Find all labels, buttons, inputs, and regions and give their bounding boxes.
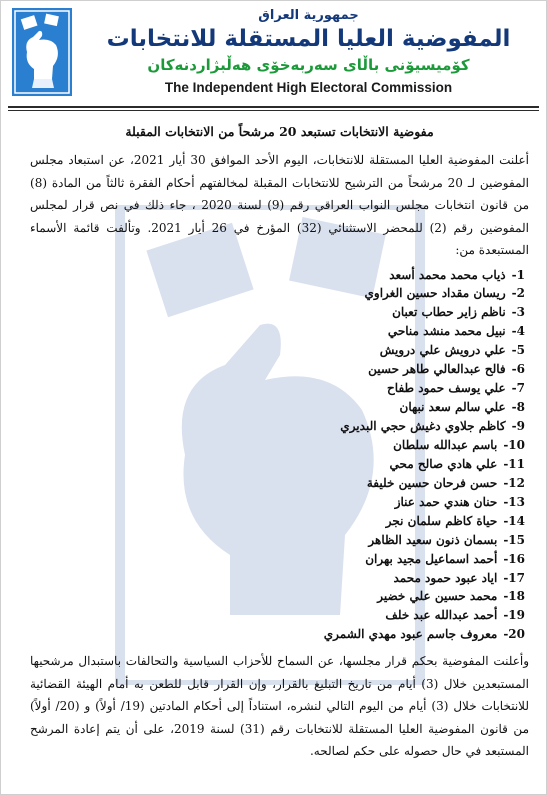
- candidate-number: 10-: [503, 437, 525, 452]
- candidate-list-item: [30, 455, 525, 474]
- candidate-list-item: [30, 493, 525, 512]
- candidate-number: 9-: [511, 419, 525, 433]
- article-intro-paragraph: أعلنت المفوضية العليا المستقلة للانتخابات، اليوم الأحد الموافق 30 أيار 2021، عن استبعاد مجلس المفوضين لـ 20 مرشحاً من الترشيح للانتخابات المقبلة لمخالفتهم أحكام الفقرة ثالثاً من المادة (8) من قانون انتخابات مجلس النواب العراقي رقم (9) لسنة 2020 ، جاء ذلك في نص قرار لمجلس المفوضين رقم (2) للمحضر الاستثنائي (32) المؤرخ في 26 أيار 2021. وتألفت قائمة الأسماء المستبعدة من:: [30, 153, 530, 257]
- candidate-number: 2-: [511, 286, 525, 301]
- candidate-list-item: [30, 550, 525, 569]
- candidate-name: نبيل محمد منشد مناحي: [387, 324, 506, 339]
- candidate-name: بسمان ذنون سعيد الظاهر: [368, 532, 498, 547]
- candidate-name: ريسان مقداد حسين الغراوي: [364, 286, 506, 301]
- ihec-logo-icon: [12, 8, 72, 96]
- candidate-list-item: [30, 303, 525, 322]
- candidate-list-item: [30, 266, 525, 285]
- article-title: مفوضية الانتخابات تستبعد 20 مرشحاً من الانتخابات المقبلة: [125, 124, 434, 139]
- candidate-name: اياد عبود حمود محمد: [393, 570, 498, 585]
- excluded-candidates-list: [30, 266, 529, 645]
- candidate-list-item: [30, 474, 525, 493]
- candidate-number: 17-: [503, 570, 525, 585]
- candidate-number: 13-: [503, 494, 525, 509]
- commission-name-arabic: المفوضية العليا المستقلة للانتخابات: [106, 26, 511, 52]
- candidate-list-item: [30, 322, 525, 341]
- candidate-list-item: [30, 587, 525, 606]
- candidate-list-item: [30, 360, 525, 379]
- candidate-list-item: [30, 531, 525, 550]
- candidate-name: علي هادي صالح محي: [389, 456, 498, 471]
- candidate-number: 16-: [503, 551, 525, 566]
- candidate-name: علي يوسف حمود طفاح: [387, 381, 506, 396]
- candidate-name: أحمد عبدالله عبد خلف: [385, 608, 498, 623]
- candidate-list-item: [30, 606, 525, 625]
- candidate-name: ذياب محمد محمد أسعد: [389, 267, 506, 282]
- article-body: [30, 124, 529, 763]
- candidate-name: ناظم زاير حطاب تعبان: [392, 305, 506, 320]
- candidate-list-item: [30, 341, 525, 360]
- candidate-list-item: [30, 398, 525, 417]
- candidate-number: 18-: [503, 589, 525, 604]
- candidate-number: 8-: [511, 400, 525, 415]
- candidate-name: باسم عبدالله سلطان: [393, 437, 498, 452]
- candidate-name: فالح عبدالعالي طاهر حسين: [368, 362, 506, 377]
- candidate-number: 19-: [503, 608, 525, 623]
- commission-name-kurdish: كۆمیسیۆنی باڵای سەربەخۆی هەڵبژاردنەكان: [147, 56, 470, 74]
- header-divider-thin: [8, 110, 539, 111]
- candidate-number: 4-: [511, 324, 525, 339]
- republic-of-iraq-text: جمهورية العراق: [258, 8, 359, 23]
- candidate-list-item: [30, 436, 525, 455]
- candidate-list-item: [30, 512, 525, 531]
- candidate-number: 14-: [503, 513, 525, 528]
- candidate-number: 15-: [503, 532, 525, 547]
- candidate-number: 3-: [511, 305, 525, 320]
- candidate-list-item: [30, 417, 525, 436]
- candidate-list-item: [30, 379, 525, 398]
- candidate-number: 20-: [503, 627, 525, 642]
- candidate-name: علي سالم سعد نبهان: [399, 400, 506, 415]
- candidate-name: علي درويش علي درويش: [379, 343, 506, 358]
- candidate-name: حسن فرحان حسين خليفة: [366, 475, 498, 490]
- article-outro-paragraph: وأعلنت المفوضية بحكم قرار مجلسها، عن السماح للأحزاب السياسية والتحالفات باستبدال مرشحيها المستبعدين خلال (3) أيام من تاريخ التبليغ بالقرار، وإن القرار قابل للطعن به أمام الهيئة القضائية للانتخابات خلال (3) أيام من اليوم التالي لنشره، استناداً إلى أحكام المادتين (19/ أولاً) و (20/ أولاً) من قانون المفوضية العليا المستقلة للانتخابات رقم (31) لسنة 2019، على أن يتم إعادة المرشح المستبعد في حال حصوله على حكم لصالحه.: [30, 654, 529, 759]
- candidate-name: حياة كاظم سلمان نجر: [385, 513, 498, 528]
- commission-name-english: The Independent High Electoral Commission: [164, 80, 453, 95]
- candidate-number: 11-: [503, 456, 525, 471]
- candidate-list-item: [30, 569, 525, 588]
- candidate-list-item: [30, 625, 525, 644]
- header-divider: [8, 106, 539, 108]
- candidate-number: 7-: [511, 381, 525, 396]
- candidate-list-item: [30, 284, 525, 303]
- candidate-number: 12-: [503, 475, 525, 490]
- candidate-name: محمد حسين علي خضير: [377, 589, 498, 604]
- candidate-number: 6-: [511, 362, 525, 377]
- candidate-name: أحمد اسماعيل مجيد بهران: [365, 551, 498, 566]
- candidate-number: 1-: [511, 267, 525, 282]
- candidate-name: حنان هندي حمد عناز: [394, 494, 498, 509]
- candidate-name: معروف جاسم عبود مهدي الشمري: [323, 627, 498, 642]
- candidate-number: 5-: [511, 343, 525, 358]
- candidate-name: كاظم جلاوي دغيش حجي البديري: [340, 419, 506, 433]
